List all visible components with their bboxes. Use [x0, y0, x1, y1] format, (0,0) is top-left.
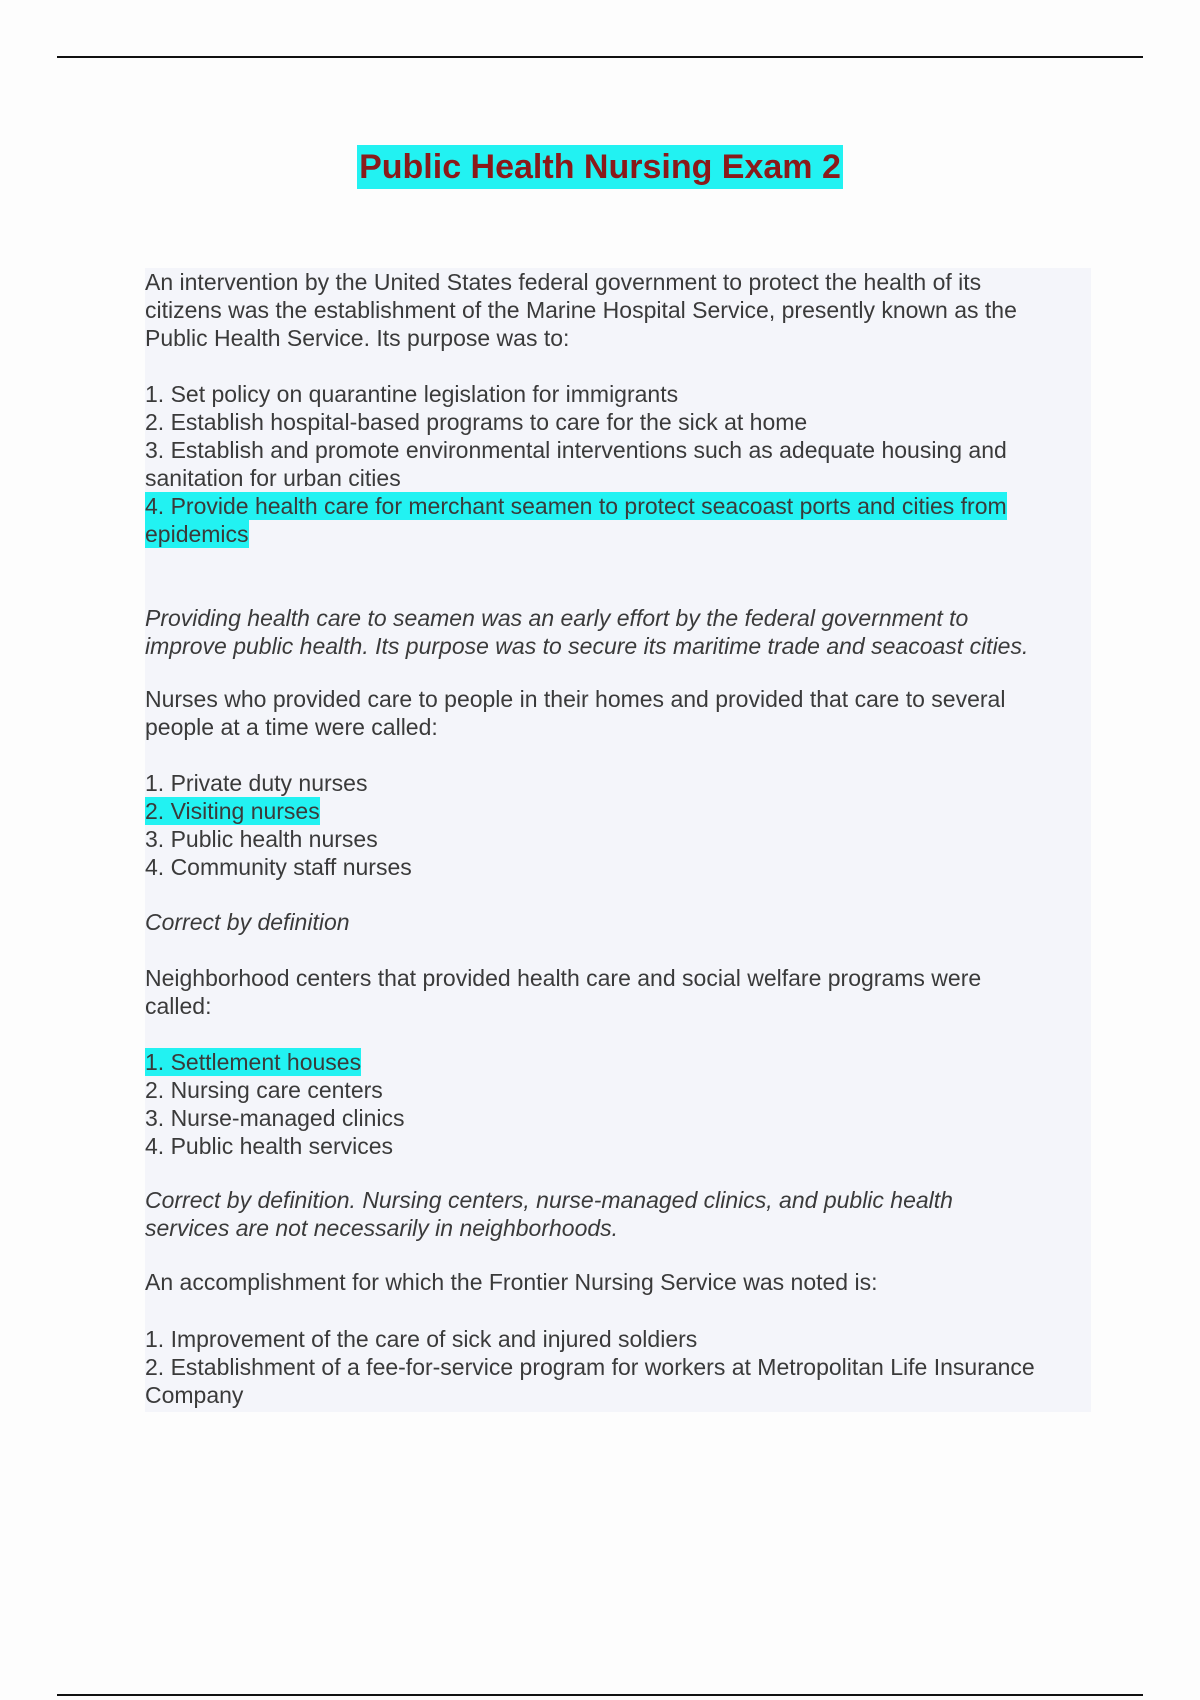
answer-highlight: 1. Settlement houses: [145, 1049, 362, 1075]
option-3: 3. Public health nurses: [145, 826, 378, 852]
question-4-options: [145, 1325, 1091, 1409]
rationale-line: Providing health care to seamen was an early effort by the federal government to: [145, 605, 969, 631]
page-title: Public Health Nursing Exam 2: [357, 145, 843, 189]
correct-answer: [145, 797, 1091, 825]
rationale-line: Correct by definition. Nursing centers, nurse-managed clinics, and public health: [145, 1187, 953, 1213]
text-line: Neighborhood centers that provided health care and social welfare programs were: [145, 965, 982, 991]
correct-answer: [145, 492, 1091, 520]
option-3: 3. Establish and promote environmental interventions such as adequate housing and: [145, 437, 1007, 463]
question-3-rationale: [145, 1186, 1091, 1242]
top-rule: [57, 56, 1143, 58]
option-1: 1. Set policy on quarantine legislation for immigrants: [145, 381, 679, 407]
question-1-rationale: [145, 604, 1091, 660]
question-4-stem: [145, 1268, 1091, 1296]
correct-answer-continued: [145, 520, 1091, 548]
option-2: 2. Nursing care centers: [145, 1077, 383, 1103]
answer-highlight: 2. Visiting nurses: [145, 798, 320, 824]
text-line: An accomplishment for which the Frontier Nursing Service was noted is:: [145, 1269, 878, 1295]
question-2-options: [145, 769, 1091, 881]
option-2: 2. Establish hospital-based programs to care for the sick at home: [145, 409, 808, 435]
answer-highlight: 4. Provide health care for merchant seamen to protect seacoast ports and cities from: [145, 493, 1007, 519]
title-container: [0, 145, 1200, 189]
text-line: citizens was the establishment of the Marine Hospital Service, presently known as the: [145, 297, 1017, 323]
text-line: Public Health Service. Its purpose was to:: [145, 325, 570, 351]
text-line: people at a time were called:: [145, 714, 438, 740]
question-2-rationale: [145, 908, 1091, 936]
rationale-line: services are not necessarily in neighborhoods.: [145, 1215, 619, 1241]
option-4: 4. Community staff nurses: [145, 854, 412, 880]
option-3-continued: sanitation for urban cities: [145, 465, 401, 491]
option-2-continued: Company: [145, 1382, 244, 1408]
rationale-line: improve public health. Its purpose was to secure its maritime trade and seacoast cities.: [145, 633, 1029, 659]
question-1-options: [145, 380, 1091, 548]
text-line: Nurses who provided care to people in their homes and provided that care to several: [145, 686, 1006, 712]
option-3: 3. Nurse-managed clinics: [145, 1105, 405, 1131]
option-1: 1. Private duty nurses: [145, 770, 368, 796]
option-2: 2. Establishment of a fee-for-service program for workers at Metropolitan Life Insurance: [145, 1354, 1035, 1380]
document-body: [145, 268, 1091, 1412]
bottom-rule: [57, 1694, 1143, 1696]
text-line: called:: [145, 993, 212, 1019]
correct-answer: [145, 1048, 1091, 1076]
question-3-options: [145, 1048, 1091, 1160]
rationale-line: Correct by definition: [145, 909, 350, 935]
option-1: 1. Improvement of the care of sick and injured soldiers: [145, 1326, 698, 1352]
answer-highlight: epidemics: [145, 521, 249, 547]
question-3-stem: [145, 964, 1091, 1020]
question-1-stem: [145, 268, 1091, 352]
question-2-stem: [145, 685, 1091, 741]
option-4: 4. Public health services: [145, 1133, 394, 1159]
text-line: An intervention by the United States federal government to protect the health of its: [145, 269, 982, 295]
